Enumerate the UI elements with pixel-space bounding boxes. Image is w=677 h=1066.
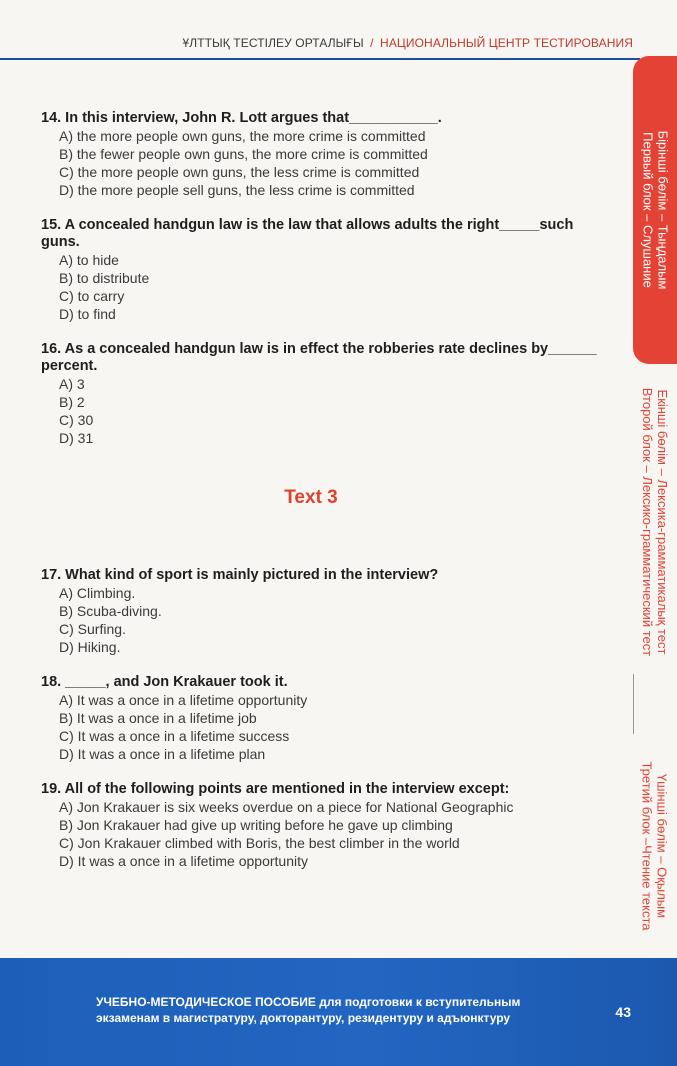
option-b: B) It was a once in a lifetime job bbox=[59, 710, 257, 726]
option-c: C) 30 bbox=[59, 412, 94, 428]
question-text: 17. What kind of sport is mainly pictured in the interview? bbox=[41, 567, 439, 583]
option-a: A) Jon Krakauer is six weeks overdue on a piece for National Geographic bbox=[59, 799, 514, 815]
section-title: Text 3 bbox=[284, 487, 338, 508]
question-18 bbox=[41, 674, 601, 763]
question-text: 19. All of the following points are mentioned in the interview except: bbox=[41, 781, 510, 797]
side-tab-ru: Третий блок –Чтение текста bbox=[640, 761, 656, 931]
option-a: A) Climbing. bbox=[59, 585, 136, 601]
option-b: B) 2 bbox=[59, 394, 85, 410]
option-d: D) Hiking. bbox=[59, 639, 121, 655]
header-separator: / bbox=[370, 36, 374, 50]
option-c: C) to carry bbox=[59, 288, 125, 304]
question-text: 16. As a concealed handgun law is in effect the robberies rate declines by______ percent. bbox=[41, 341, 597, 374]
option-c: C) Surfing. bbox=[59, 621, 126, 637]
option-a: A) 3 bbox=[59, 376, 85, 392]
header-ru: НАЦИОНАЛЬНЫЙ ЦЕНТР ТЕСТИРОВАНИЯ bbox=[380, 36, 633, 50]
option-c: C) the more people own guns, the less crime is committed bbox=[59, 164, 420, 180]
question-text: 15. A concealed handgun law is the law that allows adults the right_____such guns. bbox=[41, 217, 574, 250]
option-c: C) It was a once in a lifetime success bbox=[59, 728, 290, 744]
side-tab-kz: Екінші бөлім – Лексика-грамматикалық тест bbox=[655, 389, 671, 655]
option-d: D) to find bbox=[59, 306, 116, 322]
section-side-tabs bbox=[633, 56, 677, 946]
question-text: 14. In this interview, John R. Lott argues that___________. bbox=[41, 110, 442, 126]
questions-content bbox=[41, 110, 601, 888]
question-19 bbox=[41, 781, 601, 870]
header-kz: ҰЛТТЫҚ ТЕСТІЛЕУ ОРТАЛЫҒЫ bbox=[182, 36, 364, 50]
side-tab-grammar bbox=[633, 374, 677, 670]
side-tab-kz: Үшінші бөлім – Оқылым bbox=[655, 773, 671, 919]
question-16 bbox=[41, 341, 601, 447]
option-d: D) 31 bbox=[59, 430, 94, 446]
question-17 bbox=[41, 567, 601, 656]
question-text: 18. _____, and Jon Krakauer took it. bbox=[41, 674, 288, 690]
footer-title: УЧЕБНО-МЕТОДИЧЕСКОЕ ПОСОБИЕ bbox=[96, 995, 316, 1009]
side-tab-reading bbox=[633, 736, 677, 956]
option-d: D) It was a once in a lifetime opportunity bbox=[59, 853, 309, 869]
option-b: B) Scuba-diving. bbox=[59, 603, 162, 619]
option-a: A) the more people own guns, the more crime is committed bbox=[59, 128, 426, 144]
side-tab-listening bbox=[633, 56, 677, 364]
side-tab-ru: Первый блок – Слушание bbox=[640, 132, 656, 288]
option-d: D) the more people sell guns, the less crime is committed bbox=[59, 182, 415, 198]
option-b: B) Jon Krakauer had give up writing before he gave up climbing bbox=[59, 817, 453, 833]
side-tab-kz: Бірінші бөлім – Тыңдалым bbox=[655, 130, 671, 290]
question-15 bbox=[41, 217, 601, 323]
page-footer bbox=[0, 958, 677, 1066]
page-header bbox=[0, 30, 677, 60]
option-a: A) It was a once in a lifetime opportunity bbox=[59, 692, 308, 708]
footer-text bbox=[96, 994, 576, 1026]
option-b: B) the fewer people own guns, the more crime is committed bbox=[59, 146, 428, 162]
side-divider bbox=[633, 674, 634, 734]
question-14 bbox=[41, 110, 601, 199]
option-d: D) It was a once in a lifetime plan bbox=[59, 746, 266, 762]
option-b: B) to distribute bbox=[59, 270, 150, 286]
header-rule bbox=[0, 58, 640, 60]
side-tab-ru: Второй блок – Лексико-грамматический тест bbox=[640, 387, 656, 657]
header-title bbox=[182, 36, 633, 50]
footer-subtitle: для подготовки к вступительным экзаменам в магистратуру, докторантуру, резидентуру и адъюнктуру bbox=[96, 995, 521, 1025]
option-c: C) Jon Krakauer climbed with Boris, the best climber in the world bbox=[59, 835, 460, 851]
page-number: 43 bbox=[615, 1004, 631, 1020]
option-a: A) to hide bbox=[59, 252, 119, 268]
